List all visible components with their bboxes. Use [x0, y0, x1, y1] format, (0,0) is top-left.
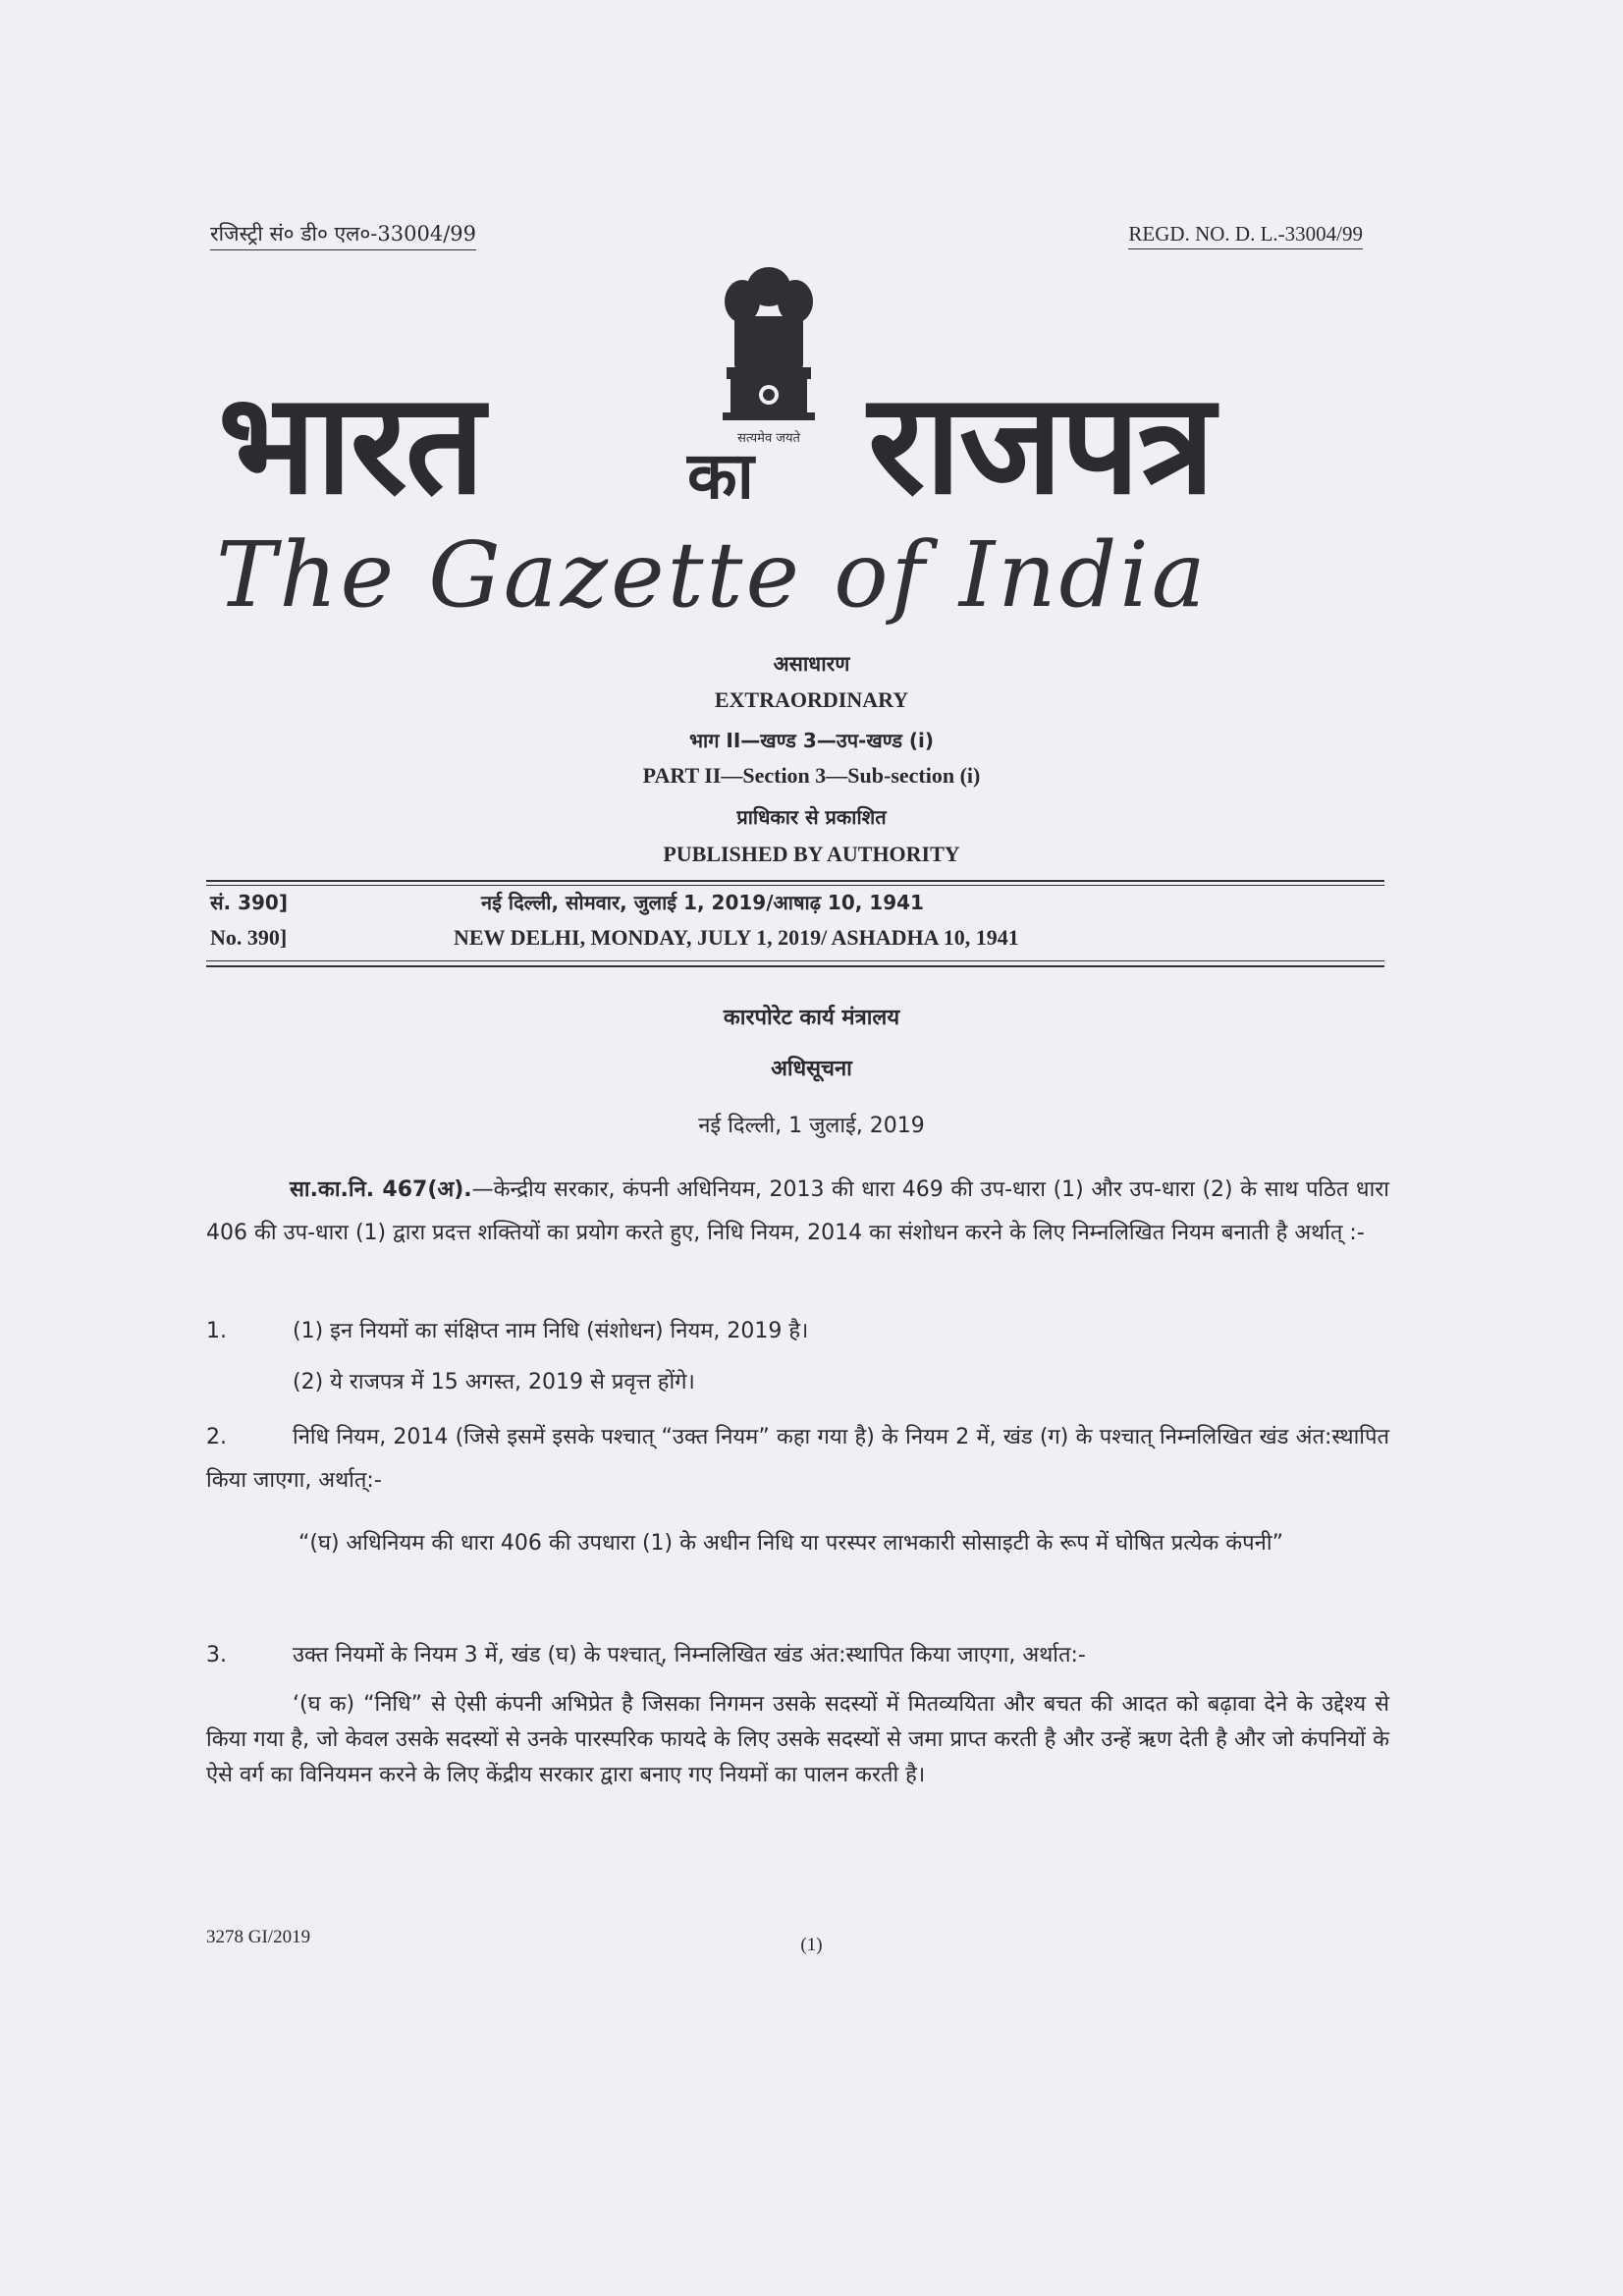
issue-number-hindi: सं. 390] [210, 891, 288, 914]
national-emblem-icon [705, 257, 833, 454]
rule-3-number: 3. [206, 1643, 227, 1667]
extraordinary-hindi: असाधारण [773, 652, 850, 676]
title-hindi-rajpatra: राजपत्र [868, 363, 1214, 525]
rule-2-number: 2. [206, 1425, 227, 1449]
emblem-motto: सत्यमेव जयते [737, 431, 800, 446]
footer-code: 3278 GI/2019 [206, 1927, 311, 1947]
bottom-rule [206, 965, 1384, 967]
bottom-rule-thin [206, 960, 1384, 961]
part-english: PART II—Section 3—Sub-section (i) [642, 763, 981, 788]
preamble-text: —केन्द्रीय सरकार, कंपनी अधिनियम, 2013 की धारा 469 की उप-धारा (1) और उप-धारा (2) के साथ पठित धारा 406 की उप-धारा (1) द्वारा प्रदत्त शक्तियों का प्रयोग करते हुए, निधि नियम, 2014 का संशोधन करने के लिए निम्नलिखित नियम बनाती है अर्थात् :- [206, 1177, 1389, 1245]
issue-number-english: No. 390] [210, 925, 288, 950]
rule-2-quote: “(घ) अधिनियम की धारा 406 की उपधारा (1) के अधीन निधि या परस्पर लाभकारी सोसाइटी के रूप में घोषित प्रत्येक कंपनी” [298, 1531, 1283, 1556]
page-number: (1) [800, 1935, 823, 1955]
issue-date-english: NEW DELHI, MONDAY, JULY 1, 2019/ ASHADHA 10, 1941 [454, 925, 1019, 950]
rule-3-quote: ‘(घ क) “निधि” से ऐसी कंपनी अभिप्रेत है जिसका निगमन उसके सदस्यों में मितव्ययिता और बचत की आदत को बढ़ावा देने के उद्देश्य से किया गया है, जो केवल उसके सदस्यों से उनके पारस्परिक फायदे के लिए उसके सदस्यों से जमा प्राप्त करती है और उन्हें ऋण देती है और जो कंपनियों के ऐसे वर्ग का विनियमन करने के लिए केंद्रीय सरकार द्वारा बनाए गए नियमों का पालन करती है। [206, 1692, 1389, 1787]
ministry-name: कारपोरेट कार्य मंत्रालय [723, 1006, 900, 1030]
rule-1-number: 1. [206, 1319, 227, 1343]
extraordinary-english: EXTRAORDINARY [714, 687, 909, 712]
authority-hindi: प्राधिकार से प्रकाशित [736, 805, 887, 829]
preamble-paragraph [206, 1169, 1389, 1255]
issue-date-hindi: नई दिल्ली, सोमवार, जुलाई 1, 2019/आषाढ़ 10, 1941 [481, 891, 924, 914]
title-hindi-bharat: भारत [218, 363, 483, 525]
authority-english: PUBLISHED BY AUTHORITY [663, 842, 960, 866]
rule-2-text: निधि नियम, 2014 (जिसे इसमें इसके पश्चात् “उक्त नियम” कहा गया है) के नियम 2 में, खंड (ग) के पश्चात् निम्नलिखित खंड अंत:स्थापित किया जाएगा, अर्थात्:- [206, 1425, 1389, 1493]
rule-3-text: उक्त नियमों के नियम 3 में, खंड (घ) के पश्चात्, निम्नलिखित खंड अंत:स्थापित किया जाएगा, अर्थात:- [293, 1643, 1086, 1667]
rule-1-sub-2: (2) ये राजपत्र में 15 अगस्त, 2019 से प्रवृत्त होंगे। [293, 1370, 695, 1394]
notification-place-date: नई दिल्ली, 1 जुलाई, 2019 [698, 1114, 925, 1138]
registration-number-hindi: रजिस्ट्री सं० डी० एल०-33004/99 [210, 220, 476, 250]
part-hindi: भाग II—खण्ड 3—उप-खण्ड (i) [688, 729, 935, 752]
registration-number-english: REGD. NO. D. L.-33004/99 [1128, 222, 1363, 249]
gsr-reference: सा.का.नि. 467(अ). [290, 1177, 472, 1202]
title-hindi-ka: का [687, 438, 754, 514]
notification-heading: अधिसूचना [771, 1057, 852, 1081]
title-english: The Gazette of India [216, 522, 1209, 628]
top-rule-thin [206, 885, 1384, 886]
top-rule [206, 880, 1384, 882]
rule-1-sub-1: (1) इन नियमों का संक्षिप्त नाम निधि (संशोधन) नियम, 2019 है। [293, 1319, 809, 1343]
